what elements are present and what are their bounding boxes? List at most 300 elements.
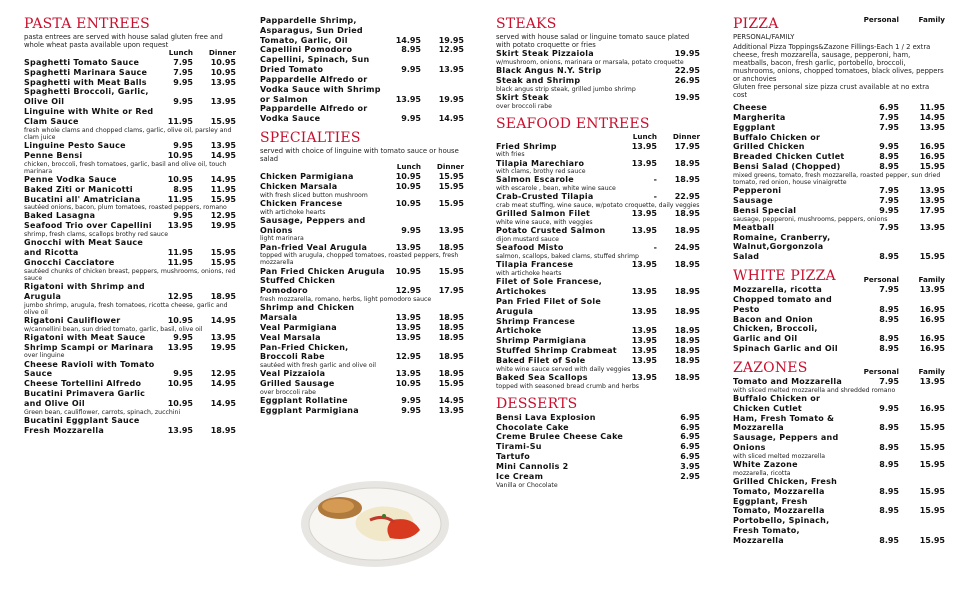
menu-item-row	[733, 324, 945, 344]
item-price-price: 2.95	[680, 471, 700, 481]
menu-item	[24, 282, 236, 316]
item-description: with sliced melted mozzarella	[733, 452, 826, 460]
item-price-lunch: 10.95	[167, 315, 193, 325]
item-price-dinner: 18.95	[674, 287, 700, 297]
menu-item	[496, 209, 700, 226]
menu-item	[260, 396, 464, 406]
pasta-title: PASTA ENTREES	[24, 16, 150, 32]
item-name: Rigatoni with Meat Sauce	[24, 332, 146, 342]
item-price-dinner: 18.95	[674, 260, 700, 270]
item-price-lunch: 11.95	[167, 257, 193, 267]
item-price-lunch: 10.95	[167, 379, 193, 389]
item-price-family: 16.95	[919, 142, 945, 152]
item-price-lunch: 14.95	[395, 35, 421, 45]
menu-item-row	[496, 452, 700, 462]
item-price-lunch: 11.95	[167, 248, 193, 258]
menu-item	[496, 442, 700, 452]
zazones-header	[847, 368, 945, 377]
menu-item-row	[260, 343, 464, 363]
item-description: over linguine	[24, 352, 65, 360]
menu-item	[24, 175, 236, 185]
menu-item-row	[24, 141, 236, 151]
item-description: chicken, broccoli, fresh tomatoes, garlic, basil and olive oil, touch marinara	[24, 160, 227, 175]
menu-item-row	[260, 369, 464, 379]
item-description: with fries	[496, 151, 525, 159]
menu-item-row	[496, 472, 700, 482]
menu-item-row	[496, 277, 700, 297]
item-price-personal: 8.95	[879, 535, 899, 545]
pizza-title: PIZZA	[733, 16, 779, 32]
item-name: Meatball	[733, 222, 775, 232]
item-name: Tartufo	[496, 452, 531, 462]
item-name: Pan-fried Veal Arugula	[260, 242, 368, 252]
menu-item	[733, 186, 945, 196]
menu-item-row	[24, 58, 236, 68]
item-price-dinner: 15.95	[210, 194, 236, 204]
item-name: Eggplant Parmigiana	[260, 405, 359, 415]
item-name: White Zazone	[733, 459, 798, 469]
menu-item	[733, 295, 945, 315]
item-name: Bensi Special	[733, 205, 797, 215]
steaks-seafood-column	[496, 16, 700, 489]
white-pizza-title: WHITE PIZZA	[733, 268, 836, 285]
menu-item-row	[260, 243, 464, 253]
item-price-dinner: 18.95	[674, 355, 700, 365]
menu-item-row	[260, 303, 464, 323]
item-price-price: 6.95	[680, 442, 700, 452]
menu-item-row	[24, 316, 236, 326]
menu-item	[260, 267, 464, 277]
item-description: white wine sauce served with daily veggies	[496, 365, 631, 373]
item-price-family: 13.95	[919, 122, 945, 132]
item-name: Rigatoni with Shrimp and Arugula	[24, 281, 145, 301]
menu-item	[496, 317, 700, 337]
item-description: with escarole , bean, white wine sauce	[496, 185, 616, 193]
item-name: Eggplant Rollatine	[260, 396, 348, 406]
item-price-dinner: 18.95	[438, 332, 464, 342]
family-header: Family	[918, 366, 945, 376]
menu-item	[260, 343, 464, 370]
item-name: Chicken, Broccoli, Garlic and Oil	[733, 324, 818, 344]
menu-item	[24, 221, 236, 238]
item-price-family: 11.95	[919, 103, 945, 113]
item-price-dinner: 22.95	[674, 192, 700, 202]
item-price-family: 15.95	[919, 535, 945, 545]
menu-item-row	[260, 172, 464, 182]
menu-item	[496, 297, 700, 317]
menu-item-row	[260, 276, 464, 296]
specialties-title: SPECIALTIES	[260, 130, 361, 147]
menu-item-row	[733, 315, 945, 325]
menu-item-row	[733, 123, 945, 133]
menu-item	[24, 238, 236, 258]
menu-item	[496, 192, 700, 209]
item-name: Pappardelle Alfredo or Vodka Sauce	[260, 104, 368, 124]
menu-item	[733, 285, 945, 295]
menu-item	[733, 113, 945, 123]
personal-header: Personal	[863, 275, 899, 285]
item-price-lunch: 13.95	[395, 94, 421, 104]
menu-item	[24, 107, 236, 141]
item-name: Spaghetti Tomato Sauce	[24, 57, 140, 67]
menu-item	[733, 196, 945, 206]
menu-item-row	[24, 195, 236, 205]
desserts-title: DESSERTS	[496, 395, 578, 412]
item-price-personal: 8.95	[879, 459, 899, 469]
menu-item	[260, 55, 464, 75]
item-price-family: 15.95	[919, 486, 945, 496]
item-price-lunch: 8.95	[173, 184, 193, 194]
menu-item	[496, 423, 700, 433]
menu-item-row	[24, 87, 236, 107]
item-name: Bacon and Onion	[733, 314, 813, 324]
item-price-lunch: 10.95	[395, 198, 421, 208]
menu-item-row	[24, 379, 236, 389]
item-price-lunch: 13.95	[631, 346, 657, 355]
menu-item	[496, 49, 700, 66]
item-name: Spaghetti Broccoli, Garlic, Olive Oil	[24, 87, 149, 107]
item-description: Vanilla or Chocolate	[496, 481, 558, 489]
item-price-lunch: 13.95	[395, 322, 421, 332]
item-price-lunch: 9.95	[401, 65, 421, 75]
item-name: Grilled Chicken, Fresh Tomato, Mozzarella	[733, 476, 838, 496]
item-price-dinner: 18.95	[438, 242, 464, 252]
menu-item	[496, 76, 700, 93]
item-price-dinner: 15.95	[210, 248, 236, 258]
menu-item-row	[260, 199, 464, 209]
item-price-price: 6.95	[680, 432, 700, 442]
family-header: Family	[918, 15, 945, 24]
menu-item-row	[260, 16, 464, 45]
item-price-personal: 9.95	[879, 205, 899, 215]
menu-item-row	[24, 151, 236, 161]
specialties-header	[260, 163, 464, 172]
item-description: over broccoli rabe	[496, 102, 552, 110]
item-description: w/mushroom, onions, marinara or marsala, potato croquette	[496, 58, 684, 66]
menu-item	[496, 260, 700, 277]
item-price-dinner: 19.95	[674, 92, 700, 102]
menu-item	[496, 336, 700, 346]
menu-item	[733, 497, 945, 517]
item-price-personal: 9.95	[879, 403, 899, 413]
item-name: Pan-Fried Chicken, Broccoli Rabe	[260, 342, 349, 362]
menu-item	[496, 452, 700, 462]
item-name: Veal Pizzaiola	[260, 369, 326, 379]
item-description: salmon, scallops, baked clams, stuffed shrimp	[496, 253, 639, 261]
item-name: Sausage, Peppers and Onions	[260, 215, 366, 235]
item-price-lunch: 12.95	[167, 291, 193, 301]
menu-item-row	[733, 497, 945, 517]
menu-item-row	[496, 226, 700, 236]
menu-item-row	[260, 104, 464, 124]
item-price-dinner: 14.95	[210, 174, 236, 184]
item-description: with artichoke hearts	[260, 208, 326, 216]
item-name: Capellini Pomodoro	[260, 45, 353, 55]
item-description: over broccoli rabe	[260, 388, 316, 396]
seafood-title: SEAFOOD ENTREES	[496, 115, 650, 132]
item-name: Buffalo Chicken or Chicken Cutlet	[733, 393, 821, 413]
menu-item	[24, 316, 236, 333]
menu-item-row	[260, 379, 464, 389]
item-description: fresh whole clams and chopped clams, garlic, olive oil, parsley and clam juice	[24, 126, 232, 141]
menu-item	[260, 303, 464, 323]
item-price-dinner: 13.95	[438, 405, 464, 415]
menu-item	[733, 162, 945, 186]
item-price-dinner: 13.95	[210, 77, 236, 87]
item-name: Tomato and Mozzarella	[733, 376, 843, 386]
menu-item-row	[496, 260, 700, 270]
menu-item	[733, 460, 945, 477]
menu-item-row	[733, 103, 945, 113]
pizza-subtitle: PERSONAL/FAMILY	[733, 33, 795, 41]
menu-item	[24, 87, 236, 107]
item-name: Romaine, Cranberry, Walnut,Gorgonzola Salad	[733, 232, 831, 262]
item-name: Tilapia Marechiaro	[496, 158, 585, 168]
pasta-column	[24, 16, 236, 436]
item-price-dinner: 18.95	[438, 352, 464, 362]
menu-item-row	[24, 185, 236, 195]
item-price-family: 16.95	[919, 403, 945, 413]
menu-item	[733, 394, 945, 414]
item-price-lunch: 9.95	[173, 332, 193, 342]
item-price-dinner: 14.95	[438, 114, 464, 124]
zazones-list	[733, 377, 945, 546]
menu-item-row	[733, 285, 945, 295]
item-name: Sausage, Peppers and Onions	[733, 433, 839, 452]
item-name: Baked Sea Scallops	[496, 372, 588, 382]
item-name: Spaghetti with Meat Balls	[24, 77, 147, 87]
item-price-lunch: 11.95	[167, 116, 193, 126]
lunch-header: Lunch	[396, 162, 421, 172]
item-name: Stuffed Chicken Pomodoro	[260, 276, 336, 296]
menu-item-row	[496, 93, 700, 103]
item-name: Pan Fried Filet of Sole Arugula	[496, 296, 602, 316]
item-price-family: 13.95	[919, 196, 945, 205]
item-price-personal: 7.95	[879, 285, 899, 295]
menu-item-row	[733, 196, 945, 206]
menu-item-row	[496, 423, 700, 433]
item-price-dinner: 18.95	[438, 322, 464, 332]
item-name: Rigatoni Cauliflower	[24, 315, 121, 325]
item-price-lunch: 10.95	[167, 174, 193, 184]
menu-item	[24, 58, 236, 68]
item-name: Penne Vodka Sauce	[24, 174, 117, 184]
menu-item-row	[260, 182, 464, 192]
menu-item	[733, 206, 945, 223]
menu-item	[260, 243, 464, 267]
item-price-family: 15.95	[919, 423, 945, 433]
pizza-column	[733, 16, 945, 546]
pasta-more-list	[260, 16, 464, 124]
menu-item	[24, 333, 236, 343]
menu-item	[733, 324, 945, 344]
item-price-lunch: 13.95	[395, 332, 421, 342]
menu-item	[496, 93, 700, 110]
item-price-personal: 7.95	[879, 112, 899, 122]
menu-item	[260, 406, 464, 416]
menu-item	[496, 346, 700, 356]
gluten-free-note: Gluten free personal size pizza crust available at no extra cost	[733, 83, 930, 100]
menu-item-row	[733, 433, 945, 453]
steaks-title: STEAKS	[496, 16, 557, 32]
item-name: Linguine with White or Red Clam Sauce	[24, 107, 154, 126]
menu-item	[260, 75, 464, 104]
item-price-family: 16.95	[919, 314, 945, 324]
item-price-lunch: 9.95	[401, 405, 421, 415]
item-name: Pepperoni	[733, 186, 782, 196]
menu-item-row	[24, 78, 236, 88]
menu-item-row	[24, 360, 236, 380]
item-price-dinner: 15.95	[210, 116, 236, 126]
item-name: Pappardelle Alfredo or Vodka Sauce with Shrimp or Salmon	[260, 74, 381, 104]
item-name: Baked Ziti or Manicotti	[24, 184, 133, 194]
item-name: Cheese Tortellini Alfredo	[24, 379, 142, 389]
item-name: Seafood Trio over Capellini	[24, 221, 152, 231]
menu-item	[260, 104, 464, 124]
item-price-personal: 8.95	[879, 344, 899, 354]
menu-item-row	[260, 396, 464, 406]
item-price-lunch: 8.95	[401, 45, 421, 55]
item-price-lunch: 13.95	[631, 355, 657, 365]
menu-item	[24, 68, 236, 78]
item-price-dinner: 13.95	[210, 140, 236, 150]
item-description: w/cannellini bean, sun dried tomato, garlic, basil, olive oil	[24, 325, 203, 333]
specialties-list	[260, 172, 464, 416]
menu-item-row	[496, 432, 700, 442]
menu-item-row	[733, 206, 945, 216]
item-price-lunch: 13.95	[167, 425, 193, 435]
menu-item-row	[260, 45, 464, 55]
menu-item-row	[733, 152, 945, 162]
item-description: sausage, pepperoni, mushrooms, peppers, onions	[733, 215, 888, 223]
item-price-personal: 8.95	[879, 442, 899, 452]
item-price-lunch: 9.95	[173, 211, 193, 221]
item-price-dinner: 14.95	[210, 150, 236, 160]
seafood-header	[496, 133, 700, 142]
item-price-lunch: -	[653, 243, 657, 253]
item-price-dinner: 15.95	[210, 257, 236, 267]
item-description: mixed greens, tomato, fresh mozzarella, roasted pepper, sun dried tomato, red onion, house vinaigrette	[733, 171, 941, 187]
pasta-list	[24, 58, 236, 436]
item-price-personal: 8.95	[879, 334, 899, 344]
item-price-lunch: 13.95	[631, 326, 657, 336]
item-description: crab meat stuffing, wine sauce, w/potato croquette, daily veggies	[496, 202, 700, 210]
menu-item-row	[496, 209, 700, 219]
item-price-lunch: 13.95	[631, 287, 657, 297]
item-description: white wine sauce, with veggies	[496, 219, 593, 227]
item-price-family: 15.95	[919, 252, 945, 262]
item-price-lunch: 10.95	[395, 181, 421, 191]
steaks-note: served with house salad or linguine tomato sauce plated with potato croquette or fries	[496, 33, 690, 50]
item-name: Cheese Ravioli with Tomato Sauce	[24, 359, 155, 379]
item-name: Veal Parmigiana	[260, 322, 337, 332]
menu-item	[496, 226, 700, 243]
item-description: topped with seasoned bread crumb and herbs	[496, 382, 639, 390]
item-price-dinner: 19.95	[210, 342, 236, 352]
item-price-dinner: 18.95	[674, 346, 700, 355]
item-price-personal: 8.95	[879, 423, 899, 433]
menu-item-row	[733, 223, 945, 233]
item-name: Sausage	[733, 196, 773, 205]
item-price-dinner: 18.95	[674, 336, 700, 346]
item-name: Creme Brulee Cheese Cake	[496, 432, 624, 442]
item-price-dinner: 13.95	[438, 65, 464, 75]
item-price-dinner: 19.95	[674, 49, 700, 59]
item-name: Bensi Lava Explosion	[496, 412, 596, 422]
menu-item	[733, 377, 945, 394]
item-name: Shrimp Parmigiana	[496, 336, 587, 346]
menu-item-row	[733, 414, 945, 434]
item-price-dinner: 26.95	[674, 75, 700, 85]
menu-item-row	[733, 162, 945, 172]
menu-item-row	[24, 175, 236, 185]
item-description: with sliced melted mozzarella and shredded romano	[733, 386, 896, 394]
item-price-dinner: 18.95	[674, 175, 700, 185]
item-name: Steak and Shrimp	[496, 75, 581, 85]
food-photo	[300, 476, 450, 568]
item-description: with artichoke hearts	[496, 270, 562, 278]
item-price-dinner: 14.95	[210, 315, 236, 325]
item-price-personal: 8.95	[879, 162, 899, 172]
menu-item-row	[24, 389, 236, 409]
item-price-family: 14.95	[919, 112, 945, 122]
item-price-lunch: 9.95	[401, 225, 421, 235]
item-name: Potato Crusted Salmon	[496, 226, 606, 236]
item-price-personal: 7.95	[879, 376, 899, 386]
menu-item	[24, 211, 236, 221]
item-price-dinner: 14.95	[438, 396, 464, 406]
item-price-personal: 8.95	[879, 152, 899, 162]
menu-item	[733, 433, 945, 460]
personal-header: Personal	[863, 366, 899, 376]
item-price-personal: 7.95	[879, 222, 899, 232]
item-price-dinner: 19.95	[438, 35, 464, 45]
menu-item-row	[733, 113, 945, 123]
menu-item	[496, 356, 700, 373]
item-price-lunch: 11.95	[167, 194, 193, 204]
item-name: Baked Lasagna	[24, 211, 96, 221]
item-price-lunch: 13.95	[631, 306, 657, 316]
menu-item-row	[496, 175, 700, 185]
pizza-toppings-note: Additional Pizza Toppings&Zazone Fillings-Each 1 / 2 extra cheese, fresh mozzarella, sausage, pepperoni, ham, meatballs, bacon, fresh garlic, portobello, broccoli, mushrooms, onions, chopped tomatoes, black olives, peppers or anchovies	[733, 43, 944, 84]
item-price-lunch: 13.95	[631, 209, 657, 219]
pasta-note: pasta entrees are served with house salad gluten free and whole wheat pasta available upon request	[24, 33, 223, 50]
item-name: Spaghetti Marinara Sauce	[24, 67, 148, 77]
item-price-personal: 8.95	[879, 486, 899, 496]
item-name: Salmon Escarole	[496, 175, 574, 185]
item-name: Tirami-Su	[496, 442, 542, 452]
family-header: Family	[918, 275, 945, 285]
item-name: Crab-Crusted Tilapia	[496, 192, 594, 202]
item-price-personal: 7.95	[879, 122, 899, 132]
item-price-lunch: 12.95	[395, 286, 421, 296]
item-name: Baked Filet of Sole	[496, 355, 586, 365]
item-price-dinner: 24.95	[674, 243, 700, 253]
specialties-note: served with choice of linguine with tomato sauce or house salad	[260, 147, 459, 164]
item-price-dinner: 12.95	[210, 369, 236, 379]
item-price-family: 13.95	[919, 222, 945, 232]
item-price-dinner: 17.95	[438, 286, 464, 296]
item-description: sautéed onions, bacon, plum tomatoes, roasted peppers, romano	[24, 204, 227, 212]
item-price-personal: 6.95	[879, 103, 899, 113]
menu-item-row	[496, 243, 700, 253]
menu-item	[496, 413, 700, 423]
desserts-list	[496, 413, 700, 489]
item-price-dinner: 13.95	[210, 332, 236, 342]
menu-item-row	[496, 346, 700, 356]
menu-item-row	[496, 142, 700, 152]
item-price-lunch: 9.95	[401, 114, 421, 124]
